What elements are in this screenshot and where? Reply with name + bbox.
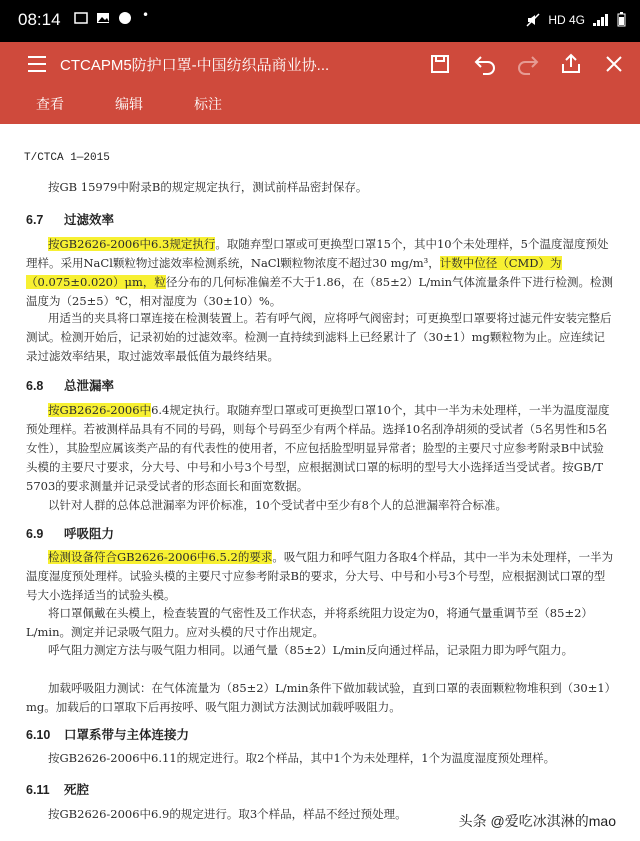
app-toolbar	[0, 42, 640, 124]
highlight: 按GB2626-2006中6.3规定执行	[48, 237, 216, 251]
section-6-8-paragraph-2: 以针对人群的总体总泄漏率为评价标准，10个受试者中至少有8个人的总泄漏率符合标准。	[48, 498, 507, 512]
save-icon[interactable]	[428, 52, 452, 76]
tab-view[interactable]: 查看	[36, 96, 64, 112]
document-page[interactable]	[0, 124, 640, 841]
intro-paragraph: 按GB 15979中附录B的规定规定执行，测试前样品密封保存。	[48, 180, 368, 194]
toolbar-tabs	[0, 94, 640, 124]
clock: 08:14	[18, 10, 61, 29]
gallery-icon	[96, 11, 110, 25]
tab-annotate[interactable]: 标注	[194, 96, 222, 112]
network-indicator: HD 4G	[548, 12, 585, 27]
status-bar	[0, 0, 640, 42]
highlight: 计数中位径（CMD）为（0.075±0.020）μm，粒	[26, 256, 562, 289]
section-6-9-paragraph-3: 呼气阻力测定方法与吸气阻力相同。以通气量（85±2）L/min反向通过样品，记录阻力即为呼气阻力。	[48, 643, 574, 657]
section-6-9-paragraph-4: 加载呼吸阻力测试：在气体流量为（85±2）L/min条件下做加载试验，直到口罩的表面颗粒物堆积到（30±1）mg。加载后的口罩取下后再按呼、吸气阻力测试方法测试加载呼吸阻力。	[26, 681, 611, 714]
status-indicators	[526, 12, 626, 27]
battery-icon	[617, 12, 626, 27]
app-notification-icon	[118, 11, 132, 25]
tab-edit[interactable]: 编辑	[115, 96, 143, 112]
watermark: 头条 @爱吃冰淇淋的mao	[453, 809, 622, 833]
signal-icon	[593, 14, 609, 26]
highlight: 按GB2626-2006中	[48, 403, 152, 417]
section-6-8-paragraph-1: 按GB2626-2006中6.4规定执行。取随弃型口罩或可更换型口罩10个，其中一半为未处理样，一半为温度湿度预处理样。若被测样品具有不同的号码，则每个号码至少有两个样品。选择10名刮净胡须的受试者（5名男性和5名女性），其脸型应属该类产品的有代表性的使用者，不应包括脸型明显异常者；脸型的主要尺寸应参考附录B中试验头模的主要尺寸要求，分大号、中号和小号3个号型，应根据测试口罩的标明的型号大小选择适当受试者。按GB/T 5703的要求测量并记录受试者的形态面长和面宽数据。	[26, 403, 610, 493]
section-heading-6-9: 6.9 呼吸阻力	[26, 526, 115, 541]
section-heading-6-7: 6.7 过滤效率	[26, 212, 115, 227]
redo-icon[interactable]	[516, 52, 540, 76]
section-heading-6-8: 6.8 总泄漏率	[26, 378, 115, 393]
mute-icon	[526, 13, 540, 27]
section-6-9-paragraph-2: 将口罩佩戴在头模上，检查装置的气密性及工作状态，并将系统阻力设定为0，将通气量重调节至（85±2）L/min。测定并记录吸气阻力。应对头模的尺寸作出规定。	[26, 606, 593, 639]
section-heading-6-10: 6.10 口罩系带与主体连接力	[26, 727, 190, 742]
section-6-10-paragraph: 按GB2626-2006中6.11的规定进行。取2个样品，其中1个为未处理样，1个为温度湿度预处理样。	[48, 751, 556, 765]
undo-icon[interactable]	[473, 52, 497, 76]
share-icon[interactable]	[559, 52, 583, 76]
section-6-7-paragraph-1: 按GB2626-2006中6.3规定执行。取随弃型口罩或可更换型口罩15个，其中10个未处理样，5个温度湿度预处理样。采用NaCl颗粒物过滤效率检测系统，NaCl颗粒物浓度不超过30 mg/m³，计数中位径（CMD）为（0.075±0.020）μm，粒径分布的几何标准偏差不大于1.86，在（85±2）L/min气体流量条件下进行检测。检测温度为（25±5）℃，相对湿度为（30±10）%。	[26, 237, 614, 308]
section-6-7-paragraph-2: 用适当的夹具将口罩连接在检测装置上。若有呼气阀，应将呼气阀密封；可更换型口罩要将过滤元件安装完整后测试。检测开始后，记录初始的过滤效率。检测一直持续到滤料上已经累计了（30±1）mg颗粒物为止。应连续记录过滤效率结果，取过滤效率最低值为最终结果。	[26, 311, 612, 363]
section-heading-6-11: 6.11 死腔	[26, 782, 90, 797]
section-6-11-paragraph: 按GB2626-2006中6.9的规定进行。取3个样品，样品不经过预处理。	[48, 807, 407, 821]
document-title: CTCAPM5防护口罩-中国纺织品商业协...	[60, 57, 330, 74]
section-6-9-paragraph-1: 检测设备符合GB2626-2006中6.5.2的要求。吸气阻力和呼气阻力各取4个样品，其中一半为未处理样，一半为温度湿度预处理样。试验头模的主要尺寸应参考附录B的要求，分大号、中号和小号3个号型，应根据测试口罩的型号大小选择适当的试验头模。	[26, 550, 614, 602]
highlight: 检测设备符合GB2626-2006中6.5.2的要求	[48, 550, 273, 564]
more-dots-icon: •	[142, 8, 150, 22]
close-icon[interactable]	[602, 52, 626, 76]
standard-header: T/CTCA 1—2015	[24, 152, 110, 164]
menu-icon[interactable]	[28, 56, 46, 72]
notification-icon	[74, 11, 88, 25]
